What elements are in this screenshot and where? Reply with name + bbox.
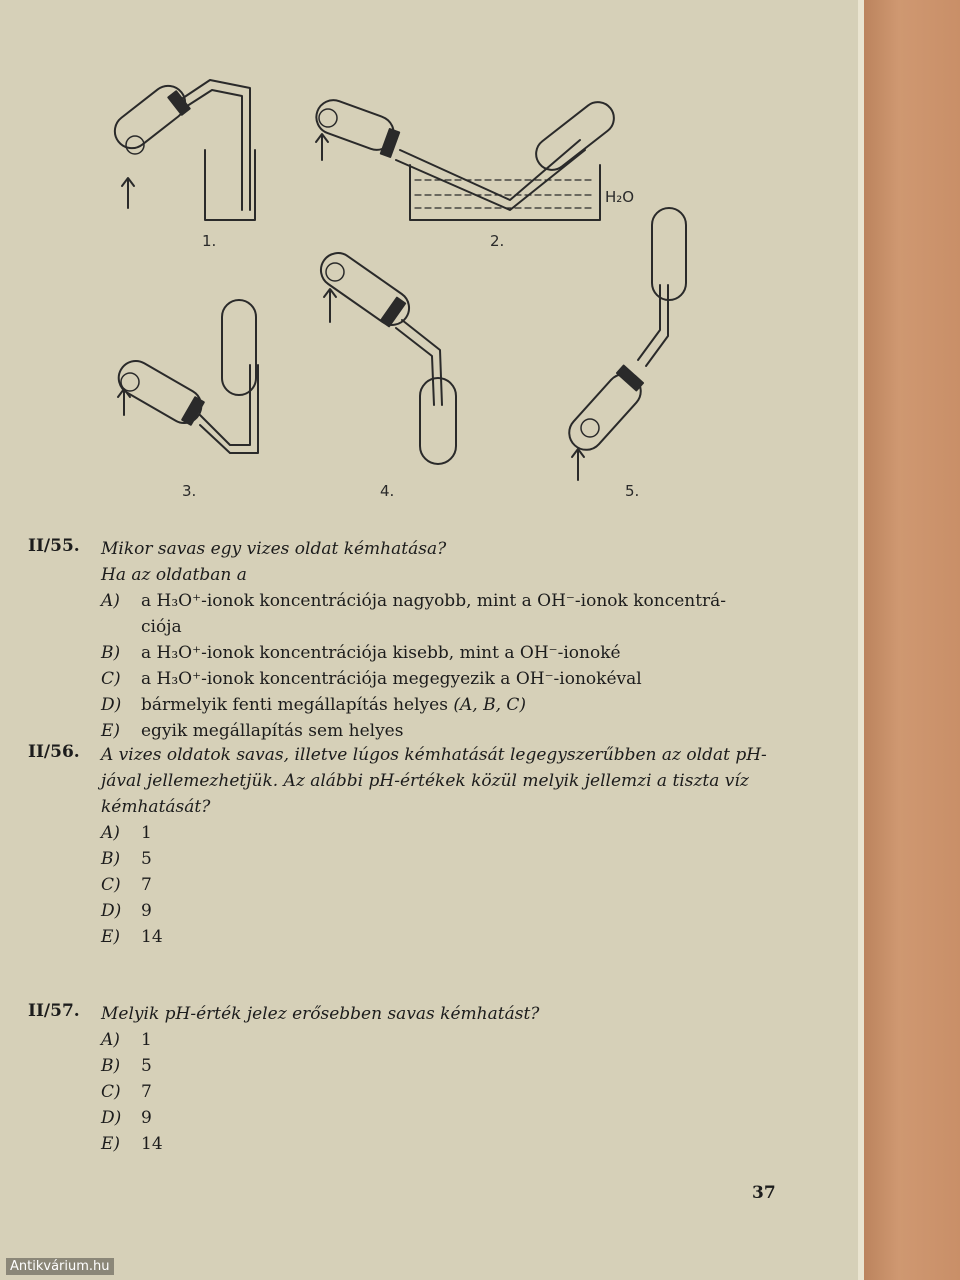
option-c: C) 7 (101, 1082, 152, 1102)
setup-5-label: 5. (625, 482, 640, 500)
question-text-line-1: A vizes oldatok savas, illetve lúgos kémhatását legegyszerűbben az oldat pH- (101, 745, 767, 765)
question-number: II/55. (28, 536, 80, 556)
option-d: D) 9 (101, 1108, 152, 1128)
setup-4-label: 4. (380, 482, 395, 500)
question-text-line-2: jával jellemezhetjük. Az alábbi pH-értékek közül melyik jellemzi a tiszta víz (101, 771, 749, 791)
page-number: 37 (752, 1183, 776, 1203)
option-a: A) 1 (101, 823, 152, 843)
question-57 (28, 1001, 828, 1157)
setup-2-label: 2. (490, 232, 505, 250)
question-text: Mikor savas egy vizes oldat kémhatása? (101, 539, 447, 559)
option-a-continuation: ciója (141, 617, 182, 637)
setup-2-diagram (312, 95, 621, 220)
option-d: D) bármelyik fenti megállapítás helyes (A, B, C) (101, 695, 527, 715)
question-56 (28, 742, 828, 950)
watermark: Antikvárium.hu (6, 1258, 114, 1275)
setup-1-diagram (108, 79, 255, 220)
question-55 (28, 536, 828, 744)
option-b: B) 5 (101, 1056, 152, 1076)
option-d: D) 9 (101, 901, 152, 921)
option-e: E) 14 (101, 927, 163, 947)
option-a: A) 1 (101, 1030, 152, 1050)
setup-4-diagram (314, 246, 456, 464)
question-text-line-3: kémhatását? (101, 797, 211, 817)
question-lead: Ha az oldatban a (101, 565, 247, 585)
question-number: II/56. (28, 742, 80, 762)
option-e: E) egyik megállapítás sem helyes (101, 721, 404, 741)
option-c: C) 7 (101, 875, 152, 895)
setup-3-label: 3. (182, 482, 197, 500)
option-e: E) 14 (101, 1134, 163, 1154)
question-number: II/57. (28, 1001, 80, 1021)
option-b: B) 5 (101, 849, 152, 869)
setup-5-diagram (562, 208, 686, 480)
water-label: H₂O (605, 188, 635, 206)
book-cover-edge (858, 0, 960, 1280)
option-c: C) a H₃O⁺-ionok koncentrációja megegyezik a OH⁻-ionokéval (101, 669, 642, 689)
setup-3-diagram (113, 300, 258, 453)
question-text: Melyik pH-érték jelez erősebben savas kémhatást? (101, 1004, 540, 1024)
setup-1-label: 1. (202, 232, 217, 250)
option-b: B) a H₃O⁺-ionok koncentrációja kisebb, mint a OH⁻-ionoké (101, 643, 621, 663)
option-a: A) a H₃O⁺-ionok koncentrációja nagyobb, mint a OH⁻-ionok koncentrá- (101, 591, 727, 611)
gas-collection-diagram (90, 60, 710, 510)
